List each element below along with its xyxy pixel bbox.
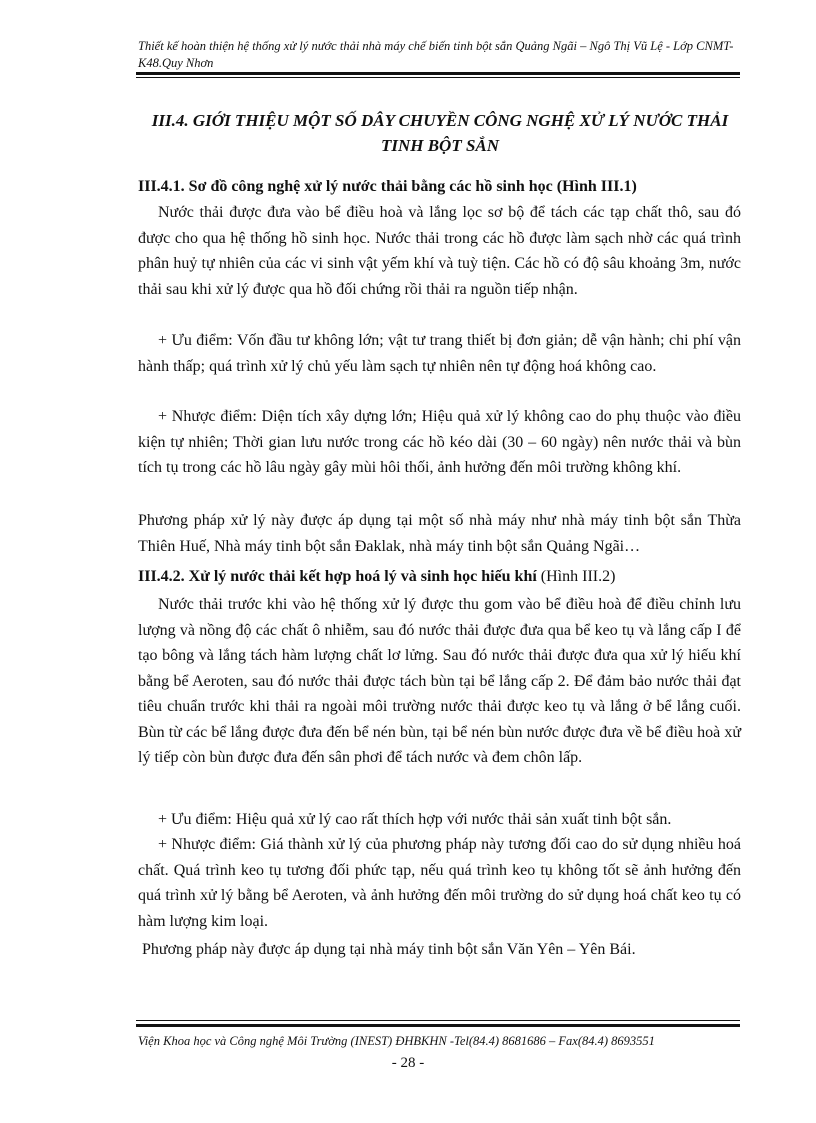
paragraph-application-2: Phương pháp này được áp dụng tại nhà máy tinh bột sắn Văn Yên – Yên Bái. (142, 941, 636, 958)
paragraph-advantages-1: + Ưu điểm: Vốn đầu tư không lớn; vật tư trang thiết bị đơn giản; dễ vận hành; chi phí vận hành thấp; quá trình xử lý chủ yếu làm sạch tự nhiên nên tự động hoá không cao. (138, 332, 741, 375)
subsection-title-1: III.4.1. Sơ đồ công nghệ xử lý nước thải bằng các hồ sinh học (Hình III.1) (138, 178, 637, 195)
paragraph-advantages-2: + Ưu điểm: Hiệu quả xử lý cao rất thích hợp với nước thải sản xuất tinh bột sắn. (158, 811, 672, 828)
section-title: III.4. GIỚI THIỆU MỘT SỐ DÂY CHUYỀN CÔNG NGHỆ XỬ LÝ NƯỚC THẢI TINH BỘT SẮN (151, 111, 729, 155)
subsection-title-2-ref: (Hình III.2) (536, 568, 616, 585)
subsection-title-2 (138, 565, 742, 589)
subsection-title-2-bold: III.4.2. Xử lý nước thải kết hợp hoá lý và sinh học hiếu khí (138, 568, 537, 585)
header-rule-thick (136, 72, 740, 75)
header-rule-thin (136, 77, 740, 78)
paragraph-disadvantages-1: + Nhược điểm: Diện tích xây dựng lớn; Hiệu quả xử lý không cao do phụ thuộc vào điều kiện tự nhiên; Thời gian lưu nước trong các hồ kéo dài (30 – 60 ngày) nên nước thải và bùn tích tụ trong các hồ lâu ngày gây mùi hôi thối, ảnh hưởng đến môi trường không khí. (138, 408, 741, 476)
paragraph-1: Nước thải được đưa vào bể điều hoà và lắng lọc sơ bộ để tách các tạp chất thô, sau đó được cho qua hệ thống hồ sinh học. Nước thải trong các hồ được làm sạch nhờ các quá trình phân huỷ tự nhiên của các vi sinh vật yếm khí và tuỳ tiện. Các hồ có độ sâu khoảng 3m, nước thải sau khi xử lý được qua hồ đối chứng rồi thải ra nguồn tiếp nhận. (138, 204, 741, 298)
paragraph-disadvantages-2: + Nhược điểm: Giá thành xử lý của phương pháp này tương đối cao do sử dụng nhiều hoá chất. Quá trình keo tụ tương đối phức tạp, nếu quá trình keo tụ không tốt sẽ ảnh hưởng đến quá trình xử lý bằng bể Aeroten, và ảnh hưởng đến môi trường do sử dụng hoá chất keo tụ có hàm lượng kim loại. (138, 836, 741, 930)
running-footer: Viện Khoa học và Công nghệ Môi Trường (INEST) ĐHBKHN -Tel(84.4) 8681686 – Fax(84.4) 8693551 (138, 1034, 655, 1048)
paragraph-2: Nước thải trước khi vào hệ thống xử lý được thu gom vào bể điều hoà để điều chỉnh lưu lượng và nồng độ các chất ô nhiễm, sau đó nước thải được đưa qua bể keo tụ và lắng cấp I để tạo bông và lắng tách hàm lượng chất lơ lửng. Sau đó nước thải được đưa qua xử lý hiếu khí bằng bể Aeroten, sau đó nước thải được tách bùn tại bể lắng cấp 2. Để đảm bảo nước thải đạt tiêu chuẩn trước khi thải ra ngoài môi trường nước thải được keo tụ và lắng ở bể lắng cuối. Bùn từ các bể lắng được đưa đến bể nén bùn, tại bể nén bùn nước được đưa về bể điều hoà xử lý tiếp còn bùn được đưa đến sân phơi để tách nước và đem chôn lấp. (138, 596, 741, 766)
page-number: - 28 - (391, 1055, 425, 1071)
footer-rule-thick (136, 1024, 740, 1027)
running-header: Thiết kế hoàn thiện hệ thống xử lý nước thải nhà máy chế biến tinh bột sắn Quảng Ngãi – Ngô Thị Vũ Lệ - Lớp CNMT-K48.Quy Nhơn (138, 39, 734, 70)
paragraph-application-1: Phương pháp xử lý này được áp dụng tại một số nhà máy như nhà máy tinh bột sắn Thừa Thiên Huế, Nhà máy tinh bột sắn Đaklak, nhà máy tinh bột sắn Quảng Ngãi… (138, 512, 741, 555)
footer-rule-thin (136, 1020, 740, 1021)
